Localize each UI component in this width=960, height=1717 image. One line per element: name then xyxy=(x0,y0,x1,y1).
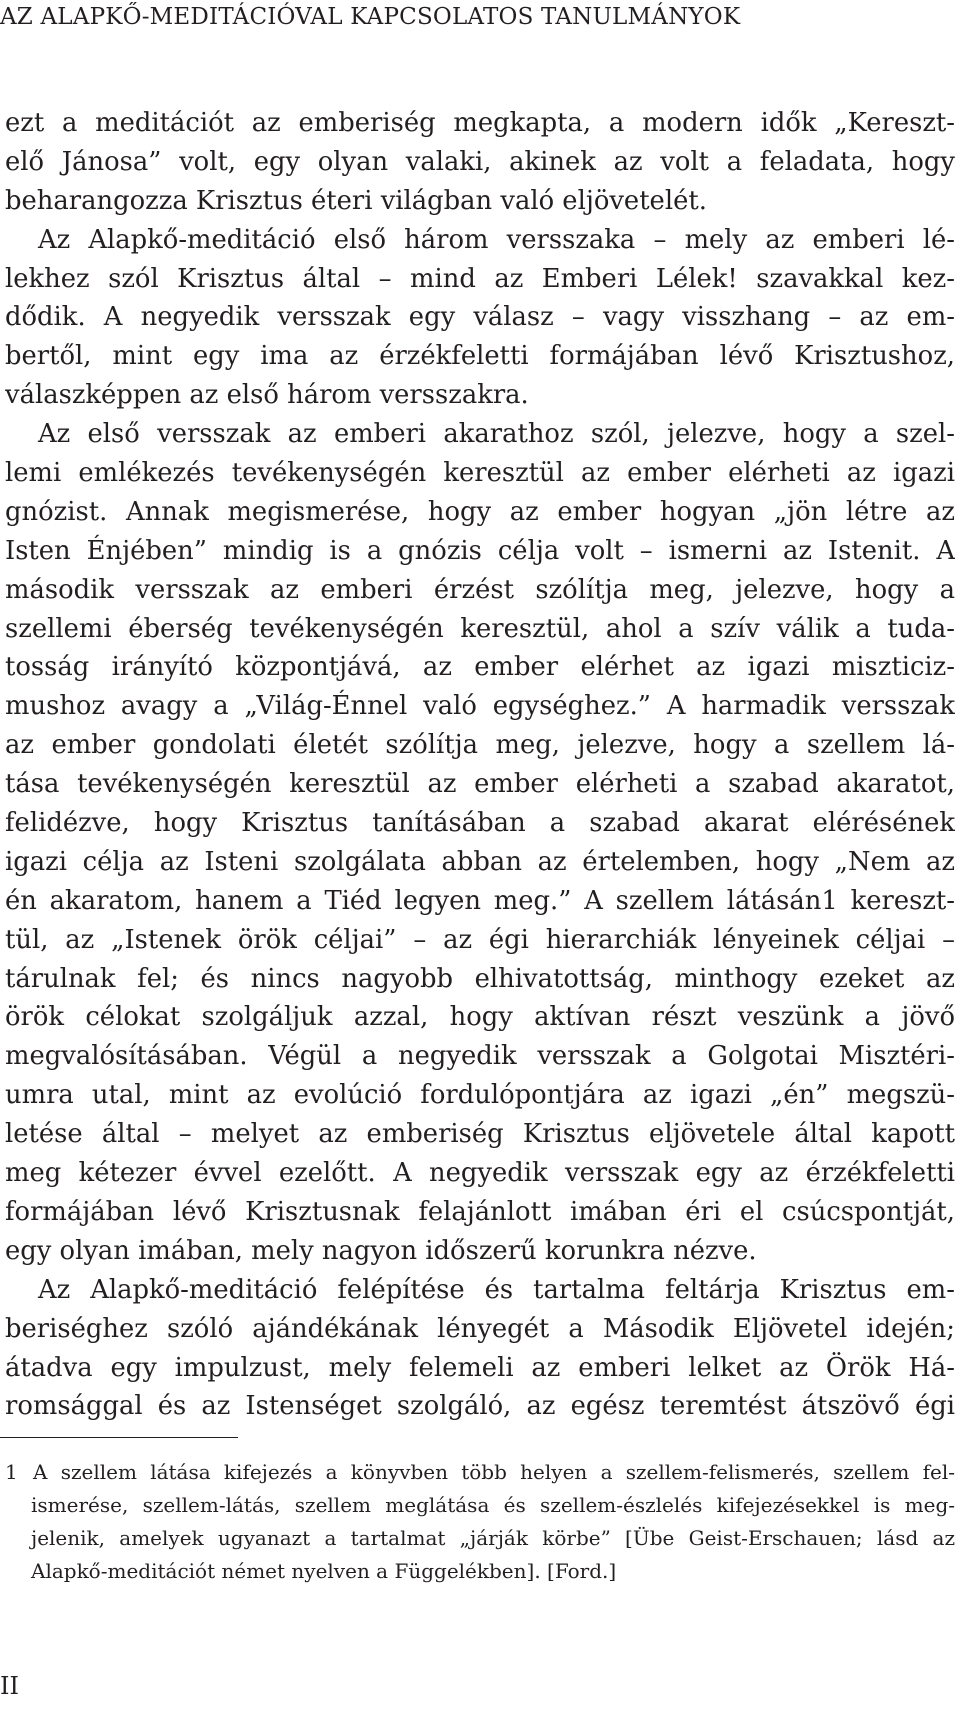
running-header: AZ ALAPKŐ-MEDITÁCIÓVAL KAPCSOLATOS TANULMÁNYOK xyxy=(0,4,741,30)
text-line: megvalósításában. Végül a negyedik versszak a Golgotai Misztéri- xyxy=(5,1041,955,1072)
text-line: tárulnak fel; és nincs nagyobb elhivatottság, minthogy ezeket az xyxy=(5,963,955,994)
text-line: ezt a meditációt az emberiség megkapta, a modern idők „Kereszt- xyxy=(5,108,955,138)
text-line: umra utal, mint az evolúció fordulópontjára az igazi „én” megszü- xyxy=(5,1080,955,1111)
text-line: válaszképpen az első három versszakra. xyxy=(5,380,529,411)
text-line: Isten Énjében” mindig is a gnózis célja volt – ismerni az Istenit. A xyxy=(5,535,955,566)
footnote-line: ismerése, szellem-látás, szellem meglátása és szellem-észlelés kifejezésekkel is meg- xyxy=(31,1493,955,1517)
footnote-number: 1 xyxy=(5,1460,18,1484)
text-line: letése által – melyet az emberiség Krisztus eljövetele által kapott xyxy=(5,1119,955,1150)
text-line: az ember gondolati életét szólítja meg, jelezve, hogy a szellem lá- xyxy=(5,730,955,761)
text-line: én akaratom, hanem a Tiéd legyen meg.” A szellem látásán1 kereszt- xyxy=(5,885,955,916)
footnote-text: A szellem látása kifejezés a könyvben több helyen a szellem-felismerés, szellem fel- xyxy=(33,1460,955,1484)
text-line: tása tevékenységén keresztül az ember elérheti a szabad akaratot, xyxy=(5,769,955,800)
footnote-line: Alapkő-meditációt német nyelven a Függelékben]. [Ford.] xyxy=(31,1559,617,1583)
text-line: meg kétezer évvel ezelőtt. A negyedik versszak egy az érzékfeletti xyxy=(5,1158,955,1189)
footnote-rule xyxy=(0,1437,238,1438)
text-line: beharangozza Krisztus éteri világban való eljövetelét. xyxy=(5,185,707,216)
text-line: mushoz avagy a „Világ-Énnel való egységhez.” A harmadik versszak xyxy=(5,691,955,722)
footnote-line: jelenik, amelyek ugyanazt a tartalmat „járják körbe” [Übe Geist-Erschauen; lásd az xyxy=(31,1526,955,1550)
footnote-line xyxy=(5,1456,955,1489)
text-line: lekhez szól Krisztus által – mind az Emberi Lélek! szavakkal kez- xyxy=(5,263,955,294)
text-line: elő Jánosa” volt, egy olyan valaki, akinek az volt a feladata, hogy xyxy=(5,146,955,177)
text-line: beriséghez szóló ajándékának lényegét a Második Eljövetel idején; xyxy=(5,1313,955,1344)
text-line: szellemi éberség tevékenységén keresztül, ahol a szív válik a tuda- xyxy=(5,613,955,644)
text-line: Az első versszak az emberi akarathoz szól, jelezve, hogy a szel- xyxy=(38,419,955,450)
footnote xyxy=(5,1456,955,1588)
text-line: örök célokat szolgáljuk azzal, hogy aktívan részt veszünk a jövő xyxy=(5,1002,955,1033)
text-line: átadva egy impulzust, mely felemeli az emberi lelket az Örök Há- xyxy=(5,1352,955,1383)
text-line: romsággal és az Istenséget szolgáló, az egész teremtést átszövő égi xyxy=(5,1391,955,1422)
text-line: igazi célja az Isteni szolgálata abban az értelemben, hogy „Nem az xyxy=(5,846,955,877)
text-line: tosság irányító központjává, az ember elérhet az igazi miszticiz- xyxy=(5,652,955,683)
body-text xyxy=(5,104,955,1426)
text-line: gnózist. Annak megismerése, hogy az ember hogyan „jön létre az xyxy=(5,496,955,527)
text-line: dődik. A negyedik versszak egy válasz – vagy visszhang – az em- xyxy=(5,302,955,333)
text-line: tül, az „Istenek örök céljai” – az égi hierarchiák lényeinek céljai – xyxy=(5,924,955,955)
text-line: második versszak az emberi érzést szólítja meg, jelezve, hogy a xyxy=(5,574,955,605)
text-line: Az Alapkő-meditáció első három versszaka – mely az emberi lé- xyxy=(38,224,955,255)
text-line: formájában lévő Krisztusnak felajánlott imában éri el csúcspontját, xyxy=(5,1196,955,1227)
text-line: egy olyan imában, mely nagyon időszerű korunkra nézve. xyxy=(5,1235,757,1266)
text-line: Az Alapkő-meditáció felépítése és tartalma feltárja Krisztus em- xyxy=(38,1274,955,1305)
page-number: II xyxy=(0,1672,19,1700)
text-line: bertől, mint egy ima az érzékfeletti formájában lévő Krisztushoz, xyxy=(5,341,955,372)
text-line: felidézve, hogy Krisztus tanításában a szabad akarat elérésének xyxy=(5,808,955,839)
text-line: lemi emlékezés tevékenységén keresztül az ember elérheti az igazi xyxy=(5,458,955,489)
